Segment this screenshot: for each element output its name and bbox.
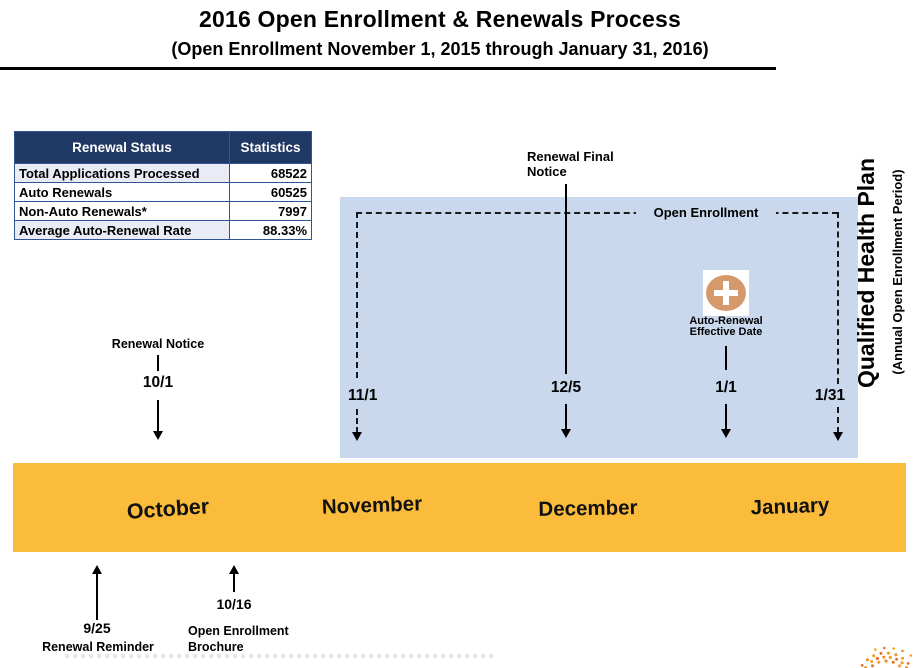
- plus-circle: [706, 275, 746, 311]
- row-label: Total Applications Processed: [15, 164, 230, 183]
- title-divider: [0, 67, 776, 70]
- renewal-notice-arrow: [157, 400, 159, 432]
- open-enrollment-start-arrow: [356, 409, 358, 433]
- open-enrollment-start-date: 11/1: [348, 387, 378, 404]
- renewal-final-notice-line2: Notice: [527, 164, 567, 179]
- brochure-date: 10/16: [216, 596, 252, 612]
- renewal-statistics-table: [14, 131, 312, 240]
- renewal-notice-tick: [157, 355, 159, 371]
- table-row: [15, 164, 312, 183]
- arrow-down-icon: [833, 432, 843, 441]
- brochure-line1: Open Enrollment: [188, 624, 289, 638]
- renewal-notice-date: 10/1: [142, 374, 174, 391]
- auto-renewal-date: 1/1: [715, 379, 737, 396]
- table-row: [15, 183, 312, 202]
- arrow-down-icon: [352, 432, 362, 441]
- qualified-health-plan-title: Qualified Health Plan: [853, 157, 879, 389]
- row-value: 88.33%: [230, 221, 312, 240]
- renewal-notice-label: Renewal Notice: [111, 337, 205, 351]
- renewal-reminder-label: Renewal Reminder: [42, 640, 154, 654]
- auto-renewal-line2: Effective Date: [689, 326, 763, 338]
- renewal-final-notice-label: [527, 149, 614, 179]
- brochure-label: [188, 623, 289, 655]
- table-row: [15, 202, 312, 221]
- renewal-final-notice-date: 12/5: [550, 379, 582, 396]
- renewal-reminder-arrow: [96, 573, 98, 620]
- arrow-down-icon: [721, 429, 731, 438]
- open-enrollment-dashed-left: [356, 212, 358, 378]
- cropped-footnote-fragment: [65, 654, 495, 658]
- brochure-arrow: [233, 573, 235, 592]
- month-january: January: [750, 493, 830, 520]
- auto-renewal-arrow: [725, 404, 727, 430]
- sunburst-logo-icon: [850, 642, 914, 668]
- row-label: Auto Renewals: [15, 183, 230, 202]
- renewal-final-notice-line: [565, 184, 567, 374]
- row-value: 60525: [230, 183, 312, 202]
- renewal-final-notice-line1: Renewal Final: [527, 149, 614, 164]
- auto-renewal-line1: Auto-Renewal: [689, 315, 763, 327]
- row-label: Non-Auto Renewals*: [15, 202, 230, 221]
- arrow-down-icon: [561, 429, 571, 438]
- month-october: October: [126, 494, 210, 524]
- page-subtitle: (Open Enrollment November 1, 2015 through January 31, 2016): [171, 39, 709, 59]
- auto-renewal-label: [666, 316, 786, 338]
- plus-icon: [703, 270, 749, 316]
- row-value: 68522: [230, 164, 312, 183]
- month-november: November: [321, 492, 423, 519]
- open-enrollment-end-date: 1/31: [814, 387, 846, 404]
- month-december: December: [538, 496, 638, 521]
- row-label: Average Auto-Renewal Rate: [15, 221, 230, 240]
- open-enrollment-label: Open Enrollment: [636, 204, 776, 222]
- table-header-row: [15, 132, 312, 164]
- qualified-health-plan-subtitle: (Annual Open Enrollment Period): [890, 169, 905, 375]
- arrow-down-icon: [153, 431, 163, 440]
- column-header-renewal-status: Renewal Status: [15, 132, 230, 164]
- auto-renewal-tick: [725, 346, 727, 370]
- column-header-statistics: Statistics: [230, 132, 312, 164]
- renewal-reminder-date: 9/25: [83, 620, 111, 636]
- renewal-final-notice-arrow: [565, 404, 567, 430]
- open-enrollment-end-arrow: [837, 407, 839, 433]
- open-enrollment-dashed-right: [837, 212, 839, 384]
- page-title: 2016 Open Enrollment & Renewals Process: [198, 6, 682, 32]
- brochure-line2: Brochure: [188, 640, 244, 654]
- table-row: [15, 221, 312, 240]
- row-value: 7997: [230, 202, 312, 221]
